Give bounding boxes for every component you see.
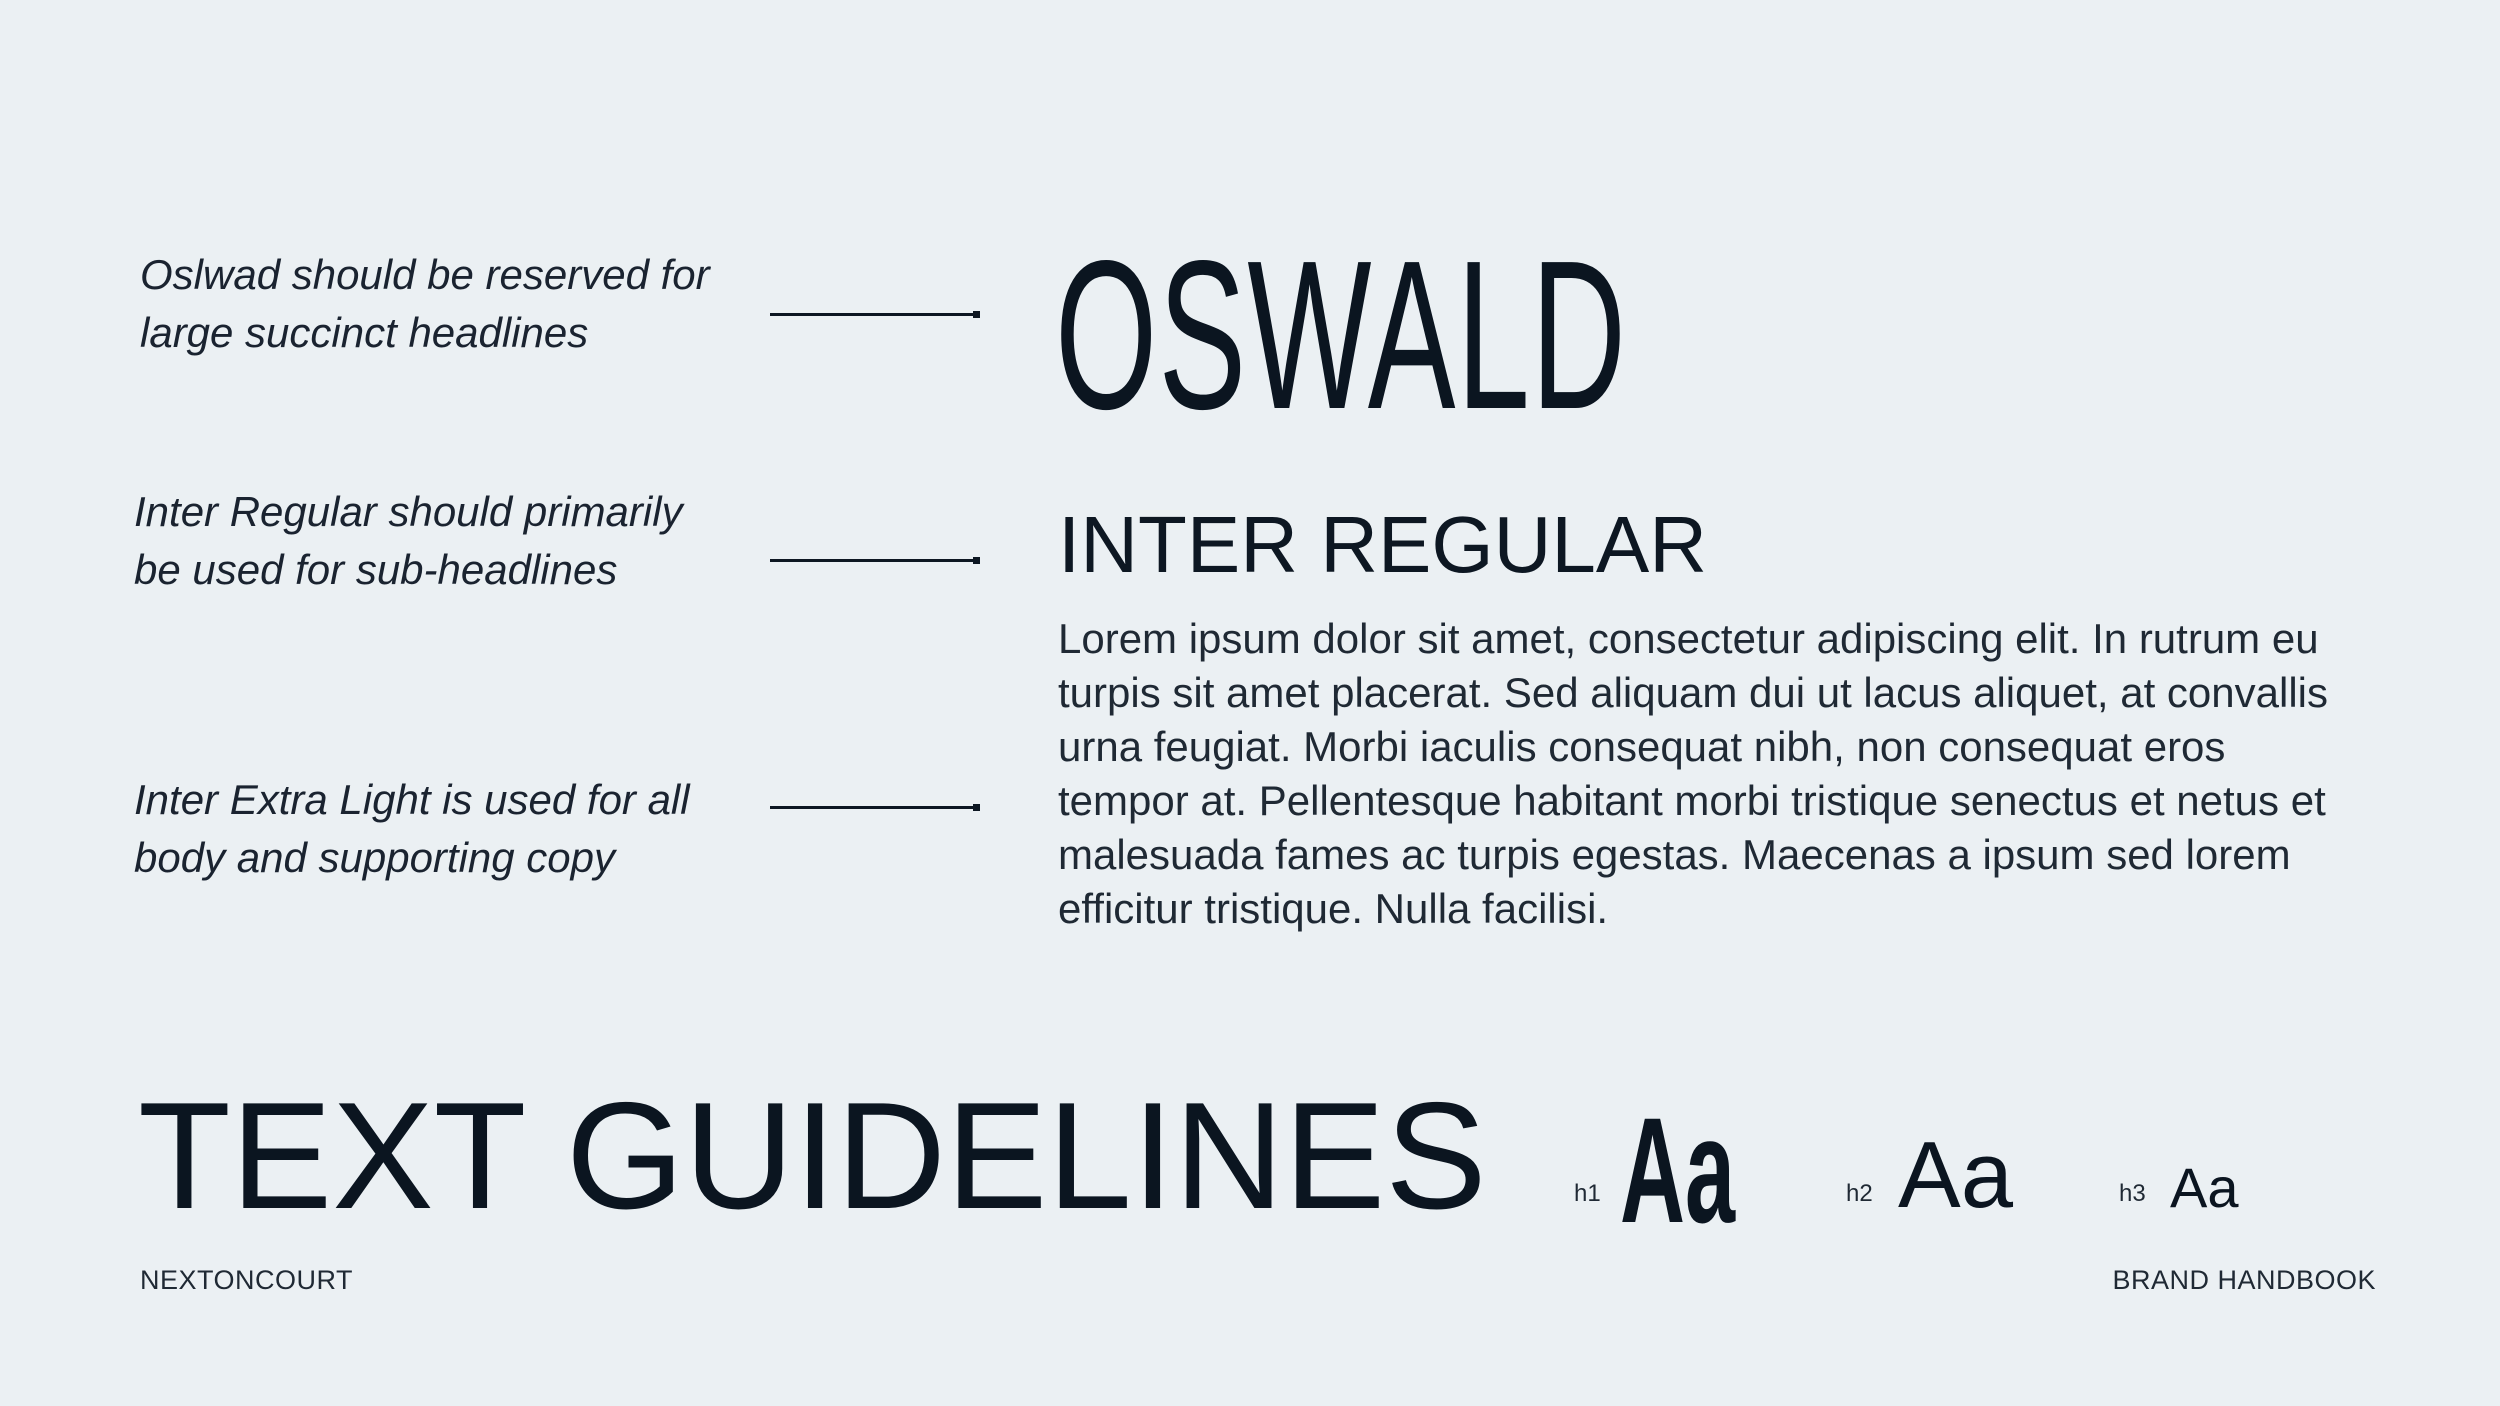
body-line-2: turpis sit amet placerat. Sed aliquam dui ut lacus aliquet, at convallis: [1058, 669, 2328, 716]
page-title: TEXT GUIDELINES: [138, 1071, 1487, 1241]
h2-label: h2: [1846, 1180, 1873, 1207]
h3-sample: Aa: [2170, 1156, 2239, 1219]
h1-sample: Aa: [1620, 1086, 1736, 1254]
footer-document-name: BRAND HANDBOOK: [2112, 1265, 2376, 1295]
oswald-usage-note: [140, 246, 710, 362]
inter-regular-connector-line: [770, 559, 978, 562]
h1-label: h1: [1574, 1180, 1601, 1207]
footer-brand: NEXTONCOURT: [140, 1265, 354, 1295]
oswald-note-line-1: Oslwad should be reserved for: [140, 251, 710, 298]
body-line-5: malesuada fames ac turpis egestas. Maecenas a ipsum sed lorem: [1058, 831, 2291, 878]
body-line-4: tempor at. Pellentesque habitant morbi tristique senectus et netus et: [1058, 777, 2326, 824]
oswald-connector-line: [770, 313, 978, 316]
inter-extra-light-connector-line: [770, 806, 978, 809]
inter-regular-note-line-1: Inter Regular should primarily: [134, 488, 683, 535]
body-line-3: urna feugiat. Morbi iaculis consequat nibh, non consequat eros: [1058, 723, 2226, 770]
body-line-6: efficitur tristique. Nulla facilisi.: [1058, 885, 1609, 932]
inter-extra-light-note-line-2: body and supporting copy: [134, 834, 616, 881]
inter-regular-usage-note: [134, 483, 683, 599]
h3-label: h3: [2119, 1180, 2146, 1207]
h2-sample: Aa: [1898, 1122, 2013, 1227]
oswald-note-line-2: large succinct headlines: [140, 309, 589, 356]
inter-regular-subheadline-sample: INTER REGULAR: [1058, 500, 1707, 589]
inter-extra-light-note-line-1: Inter Extra Light is used for all: [134, 776, 690, 823]
inter-regular-note-line-2: be used for sub-headlines: [134, 546, 618, 593]
body-line-1: Lorem ipsum dolor sit amet, consectetur adipiscing elit. In rutrum eu: [1058, 615, 2319, 662]
body-copy-sample: [1058, 612, 2368, 936]
oswald-headline-sample: OSWALD: [1055, 216, 1628, 453]
inter-extra-light-usage-note: [134, 771, 690, 887]
